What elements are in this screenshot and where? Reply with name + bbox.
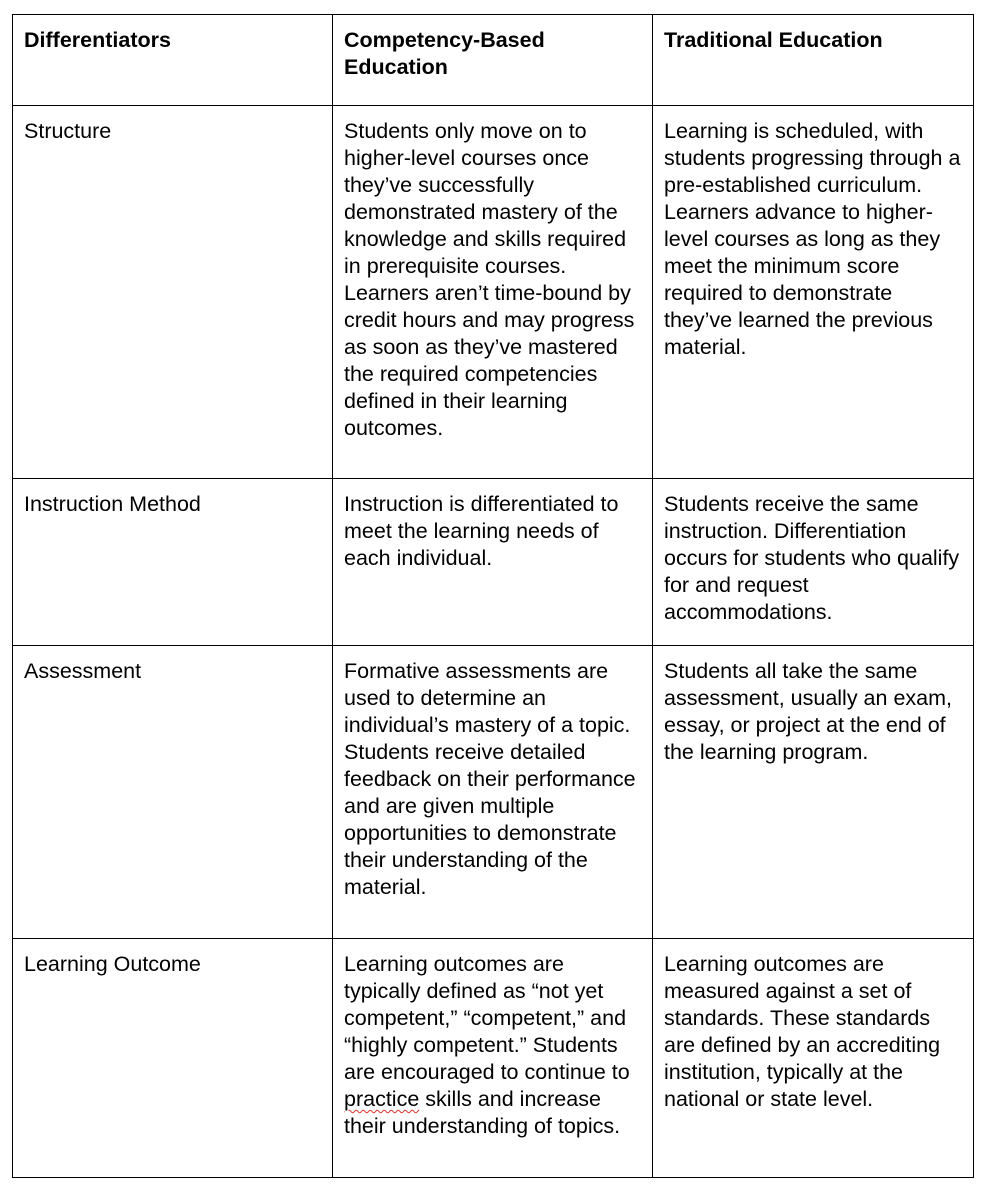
traditional-cell: Learning is scheduled, with students progressing through a pre-established curriculum. Learners advance to higher-level courses as long as they meet the minimum score required to demonstrate they’ve learned the previous material. bbox=[653, 106, 974, 479]
header-row bbox=[13, 15, 974, 106]
competency-text-end: skills and increase their understanding of topics. bbox=[344, 1087, 621, 1138]
row-label: Instruction Method bbox=[13, 479, 333, 646]
traditional-cell: Learning outcomes are measured against a set of standards. These standards are defined by an accrediting institution, typically at the national or state level. bbox=[653, 939, 974, 1178]
header-differentiators: Differentiators bbox=[13, 15, 333, 106]
row-label: Learning Outcome bbox=[13, 939, 333, 1178]
competency-cell: Formative assessments are used to determine an individual’s mastery of a topic. Students receive detailed feedback on their performance and are given multiple opportunities to demonstrate their understanding of the material. bbox=[333, 646, 653, 939]
competency-cell: Students only move on to higher-level courses once they’ve successfully demonstrated mastery of the knowledge and skills required in prerequisite courses. Learners aren’t time-bound by credit hours and may progress as soon as they’ve mastered the required competencies defined in their learning outcomes. bbox=[333, 106, 653, 479]
header-traditional: Traditional Education bbox=[653, 15, 974, 106]
table-row bbox=[13, 939, 974, 1178]
header-competency-based: Competency-Based Education bbox=[333, 15, 653, 106]
comparison-table bbox=[12, 14, 974, 1178]
competency-text-start: Learning outcomes are typically defined as “not yet competent,” “competent,” and “highly competent.” Students are encouraged to continue to bbox=[344, 952, 630, 1084]
competency-cell: Instruction is differentiated to meet the learning needs of each individual. bbox=[333, 479, 653, 646]
competency-cell bbox=[333, 939, 653, 1178]
table-row bbox=[13, 479, 974, 646]
row-label: Structure bbox=[13, 106, 333, 479]
table-row bbox=[13, 646, 974, 939]
traditional-cell: Students all take the same assessment, usually an exam, essay, or project at the end of the learning program. bbox=[653, 646, 974, 939]
table-row bbox=[13, 106, 974, 479]
spellcheck-flagged-word[interactable]: practice bbox=[344, 1087, 420, 1111]
row-label: Assessment bbox=[13, 646, 333, 939]
traditional-cell: Students receive the same instruction. Differentiation occurs for students who qualify for and request accommodations. bbox=[653, 479, 974, 646]
